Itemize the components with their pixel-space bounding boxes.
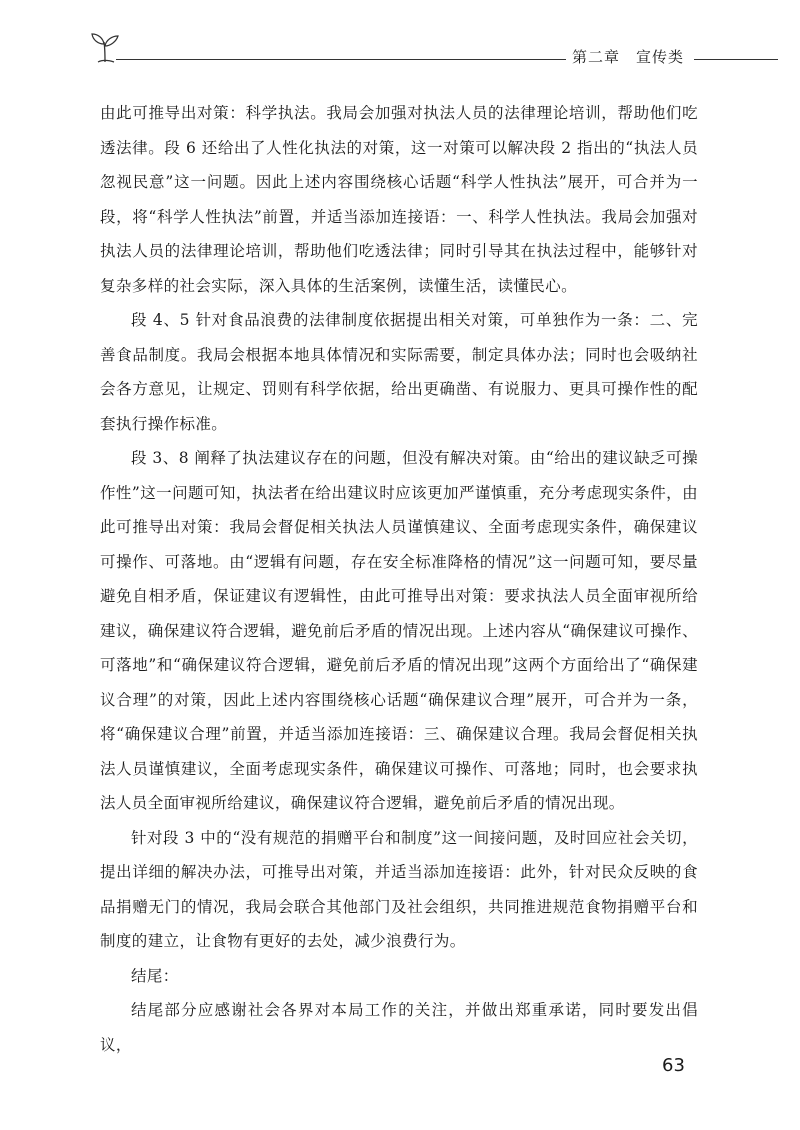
chapter-title: 第二章 宣传类 [566,46,690,67]
header-rule-right [694,59,778,60]
paragraph-3: 段 3、8 阐释了执法建议存在的问题，但没有解决对策。由“给出的建议缺乏可操作性”这一问题可知，执法者在给出建议时应该更加严谨慎重，充分考虑现实条件，由此可推导出对策：我局会督促相关执法人员谨慎建议、全面考虑现实条件，确保建议可操作、可落地。由“逻辑有问题，存在安全标准降格的情况”这一问题可知，要尽量避免自相矛盾，保证建议有逻辑性，由此可推导出对策：要求执法人员全面审视所给建议，确保建议符合逻辑，避免前后矛盾的情况出现。上述内容从“确保建议可操作、可落地”和“确保建议符合逻辑，避免前后矛盾的情况出现”这两个方面给出了“确保建议合理”的对策，因此上述内容围绕核心话题“确保建议合理”展开，可合并为一条，将“确保建议合理”前置，并适当添加连接语：三、确保建议合理。我局会督促相关执法人员谨慎建议，全面考虑现实条件，确保建议可操作、可落地；同时，也会要求执法人员全面审视所给建议，确保建议符合逻辑，避免前后矛盾的情况出现。 [100,449,698,812]
running-header [88,28,778,68]
section-heading-ending: 结尾： [131,966,179,985]
paragraph-5: 结尾部分应感谢社会各界对本局工作的关注，并做出郑重承诺，同时要发出倡议， [100,1001,698,1054]
paragraph-1: 由此可推导出对策：科学执法。我局会加强对执法人员的法律理论培训，帮助他们吃透法律。段 6 还给出了人性化执法的对策，这一对策可以解决段 2 指出的“执法人员忽视民意”这一问题。因此上述内容围绕核心话题“科学人性执法”展开，可合并为一段，将“科学人性执法”前置，并适当添加连接语：一、科学人性执法。我局会加强对执法人员的法律理论培训，帮助他们吃透法律；同时引导其在执法过程中，能够针对复杂多样的社会实际，深入具体的生活案例，读懂生活，读懂民心。 [100,104,698,295]
paragraph-2: 段 4、5 针对食品浪费的法律制度依据提出相关对策，可单独作为一条：二、完善食品制度。我局会根据本地具体情况和实际需要，制定具体办法；同时也会吸纳社会各方意见，让规定、罚则有科学依据，给出更确凿、有说服力、更具可操作性的配套执行操作标准。 [100,311,698,433]
page-number: 63 [662,1055,685,1076]
paragraph-4: 针对段 3 中的“没有规范的捐赠平台和制度”这一间接问题，及时回应社会关切，提出详细的解决办法，可推导出对策，并适当添加连接语：此外，针对民众反映的食品捐赠无门的情况，我局会联合其他部门及社会组织，共同推进规范食物捐赠平台和制度的建立，让食物有更好的去处，减少浪费行为。 [100,828,698,950]
body-text [100,96,698,1062]
